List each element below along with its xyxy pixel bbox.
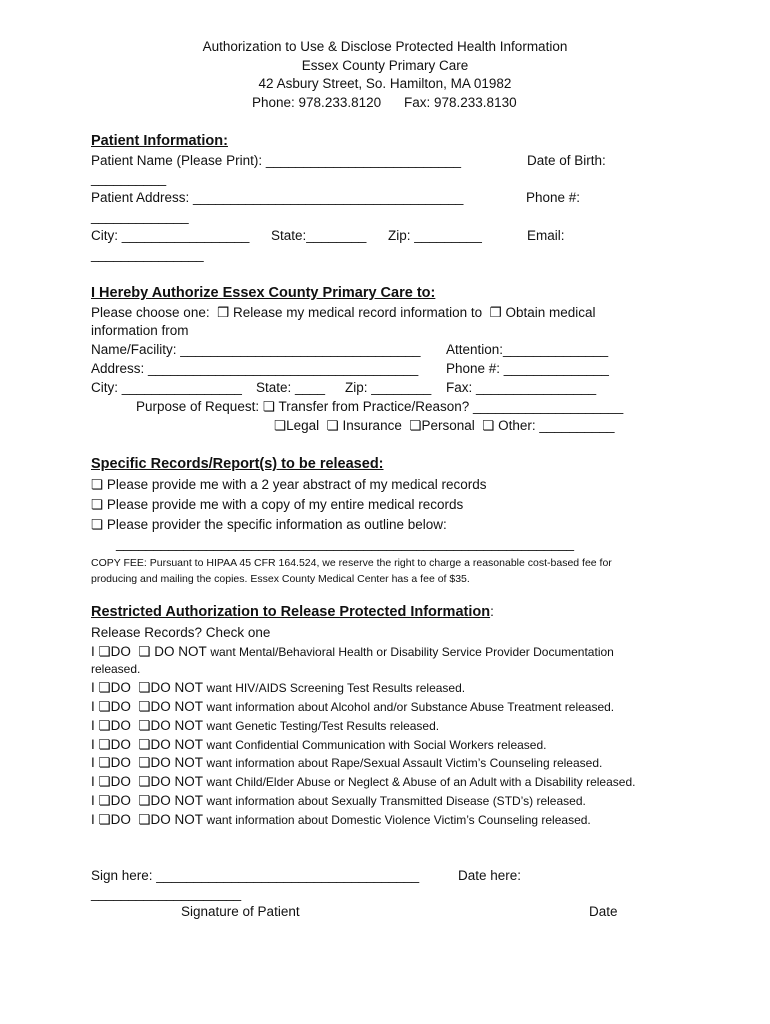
patient-address-field[interactable]: Patient Address: ____________________________________: [91, 190, 464, 205]
choose-one-row: [91, 306, 596, 320]
facility-city-field[interactable]: City: ________________: [91, 380, 242, 395]
release-option-label: Release my medical record information to: [232, 305, 483, 320]
do-checkbox[interactable]: ❏: [98, 793, 111, 808]
restricted-item-text: want Mental/Behavioral Health or Disability Service Provider Documentation: [210, 645, 614, 659]
restricted-row: [91, 700, 614, 714]
records-checkbox-3[interactable]: ❏: [91, 517, 104, 532]
do-not-label: DO NOT: [150, 812, 203, 827]
do-not-label: DO NOT: [150, 774, 203, 789]
restricted-row: [91, 813, 591, 827]
doc-title: Authorization to Use & Disclose Protected Health Information: [202, 39, 568, 54]
release-checkbox[interactable]: ❒: [213, 305, 230, 320]
facility-name-field[interactable]: Name/Facility: ________________________________: [91, 342, 421, 357]
do-label: DO: [110, 737, 131, 752]
do-label: DO: [110, 644, 131, 659]
do-checkbox[interactable]: ❏: [98, 774, 111, 789]
other-checkbox[interactable]: ❏: [478, 418, 495, 433]
signature-field[interactable]: Sign here: ___________________________________: [91, 868, 420, 883]
date-here-label: Date here:: [458, 868, 522, 883]
row-prefix: I: [91, 737, 95, 752]
do-checkbox[interactable]: ❏: [98, 644, 111, 659]
restricted-row: [91, 645, 614, 659]
row-prefix: I: [91, 644, 95, 659]
facility-state-field[interactable]: State: ____: [256, 380, 326, 395]
row-prefix: I: [91, 812, 95, 827]
restricted-item-text: want information about Sexually Transmitted Disease (STD’s) released.: [206, 794, 586, 808]
insurance-label: Insurance: [342, 418, 402, 433]
row-prefix: I: [91, 793, 95, 808]
info-from-label: information from: [91, 323, 189, 338]
email-label: Email:: [527, 228, 565, 243]
do-not-checkbox[interactable]: ❏: [138, 793, 151, 808]
restricted-row-wrap: released.: [91, 662, 141, 676]
restricted-item-text: want information about Alcohol and/or Substance Abuse Treatment released.: [206, 700, 615, 714]
dob-label: Date of Birth:: [527, 153, 606, 168]
attention-field[interactable]: Attention:______________: [446, 342, 609, 357]
copy-fee-line-2: producing and mailing the copies. Essex County Medical Center has a fee of $35.: [91, 573, 470, 585]
org-phone: Phone: 978.233.8120: [252, 95, 382, 110]
do-checkbox[interactable]: ❏: [98, 755, 111, 770]
row-prefix: I: [91, 755, 95, 770]
do-label: DO: [110, 699, 131, 714]
signature-caption: Signature of Patient: [181, 904, 300, 919]
do-not-label: DO NOT: [150, 680, 203, 695]
purpose-options-row: [274, 419, 615, 433]
do-not-checkbox[interactable]: ❏: [138, 755, 151, 770]
do-label: DO: [110, 774, 131, 789]
restricted-heading-row: [91, 605, 494, 620]
personal-checkbox[interactable]: ❏: [405, 418, 422, 433]
do-not-checkbox[interactable]: ❏: [138, 737, 151, 752]
do-label: DO: [110, 812, 131, 827]
org-fax: Fax: 978.233.8130: [404, 95, 517, 110]
patient-name-field[interactable]: Patient Name (Please Print): __________________________: [91, 153, 462, 168]
restricted-heading: Restricted Authorization to Release Protected Information: [91, 604, 491, 620]
org-address: 42 Asbury Street, So. Hamilton, MA 01982: [258, 76, 512, 91]
records-option-3: [91, 518, 447, 532]
check-one-label: Release Records? Check one: [91, 625, 271, 640]
date-field[interactable]: ____________________: [91, 886, 242, 901]
authorize-heading: I Hereby Authorize Essex County Primary Care to:: [91, 285, 436, 301]
do-not-checkbox[interactable]: ❏: [138, 699, 151, 714]
records-option-label: Please provide me with a 2 year abstract of my medical records: [106, 477, 487, 492]
org-name: Essex County Primary Care: [301, 58, 469, 73]
do-not-checkbox[interactable]: ❏: [138, 812, 151, 827]
do-checkbox[interactable]: ❏: [98, 737, 111, 752]
row-prefix: I: [91, 680, 95, 695]
do-not-checkbox[interactable]: ❏: [138, 718, 151, 733]
records-heading: Specific Records/Report(s) to be released:: [91, 456, 384, 472]
records-checkbox-2[interactable]: ❏: [91, 497, 104, 512]
heading-colon: :: [490, 604, 494, 619]
restricted-item-text: want information about Rape/Sexual Assault Victim’s Counseling released.: [206, 756, 603, 770]
do-checkbox[interactable]: ❏: [98, 699, 111, 714]
purpose-row: [136, 400, 623, 414]
patient-heading: Patient Information:: [91, 133, 228, 149]
row-prefix: I: [91, 699, 95, 714]
choose-one-label: Please choose one:: [91, 305, 210, 320]
records-details-field[interactable]: _____________________________________________________________: [116, 536, 574, 551]
do-checkbox[interactable]: ❏: [98, 680, 111, 695]
restricted-item-text: want Confidential Communication with Social Workers released.: [206, 738, 547, 752]
other-field[interactable]: Other: __________: [498, 418, 615, 433]
copy-fee-line-1: COPY FEE: Pursuant to HIPAA 45 CFR 164.524, we reserve the right to charge a reasonable cost-based fee for: [91, 557, 612, 569]
legal-label: Legal: [286, 418, 320, 433]
phone-field[interactable]: _____________: [91, 209, 189, 224]
restricted-row: [91, 681, 465, 695]
do-label: DO: [110, 755, 131, 770]
do-label: DO: [110, 793, 131, 808]
legal-checkbox[interactable]: ❏: [274, 418, 287, 433]
records-option-label: Please provide me with a copy of my entire medical records: [106, 497, 464, 512]
do-checkbox[interactable]: ❏: [98, 718, 111, 733]
do-not-label: DO NOT: [150, 699, 203, 714]
purpose-label: Purpose of Request:: [136, 399, 260, 414]
state-field[interactable]: State:________: [271, 228, 367, 243]
facility-fax-field[interactable]: Fax: ________________: [446, 380, 597, 395]
row-prefix: I: [91, 718, 95, 733]
obtain-option-label: Obtain medical: [505, 305, 596, 320]
records-checkbox-1[interactable]: ❏: [91, 477, 104, 492]
do-checkbox[interactable]: ❏: [98, 812, 111, 827]
do-not-label: DO NOT: [150, 755, 203, 770]
obtain-checkbox[interactable]: ❒: [485, 305, 502, 320]
restricted-row: [91, 794, 586, 808]
restricted-item-text: want Child/Elder Abuse or Neglect & Abuse of an Adult with a Disability released.: [206, 775, 636, 789]
facility-phone-field[interactable]: Phone #: ______________: [446, 361, 609, 376]
transfer-checkbox[interactable]: ❏: [262, 399, 275, 414]
personal-label: Personal: [421, 418, 475, 433]
zip-field[interactable]: Zip: _________: [388, 228, 482, 243]
date-caption: Date: [589, 904, 618, 919]
do-label: DO: [110, 718, 131, 733]
do-not-label: DO NOT: [150, 737, 203, 752]
facility-address-field[interactable]: Address: ____________________________________: [91, 361, 419, 376]
restricted-item-text: want Genetic Testing/Test Results released.: [206, 719, 440, 733]
do-not-checkbox[interactable]: ❏: [138, 680, 151, 695]
do-not-checkbox[interactable]: ❏: [138, 644, 151, 659]
facility-zip-field[interactable]: Zip: ________: [345, 380, 432, 395]
records-option-label: Please provider the specific information as outline below:: [106, 517, 447, 532]
do-label: DO: [110, 680, 131, 695]
restricted-item-text: want HIV/AIDS Screening Test Results released.: [206, 681, 466, 695]
do-not-label: DO NOT: [150, 793, 203, 808]
restricted-row: [91, 756, 602, 770]
restricted-item-text: want information about Domestic Violence Victim’s Counseling released.: [206, 813, 591, 827]
email-field[interactable]: _______________: [91, 247, 204, 262]
do-not-checkbox[interactable]: ❏: [138, 774, 151, 789]
do-not-label: DO NOT: [154, 644, 207, 659]
row-prefix: I: [91, 774, 95, 789]
restricted-row: [91, 719, 439, 733]
records-option-1: [91, 478, 487, 492]
insurance-checkbox[interactable]: ❏: [322, 418, 339, 433]
transfer-reason-field[interactable]: Transfer from Practice/Reason? ____________________: [278, 399, 624, 414]
city-field[interactable]: City: _________________: [91, 228, 250, 243]
records-option-2: [91, 498, 463, 512]
restricted-row: [91, 775, 635, 789]
phone-label: Phone #:: [526, 190, 581, 205]
dob-field[interactable]: __________: [91, 171, 167, 186]
restricted-row: [91, 738, 546, 752]
do-not-label: DO NOT: [150, 718, 203, 733]
